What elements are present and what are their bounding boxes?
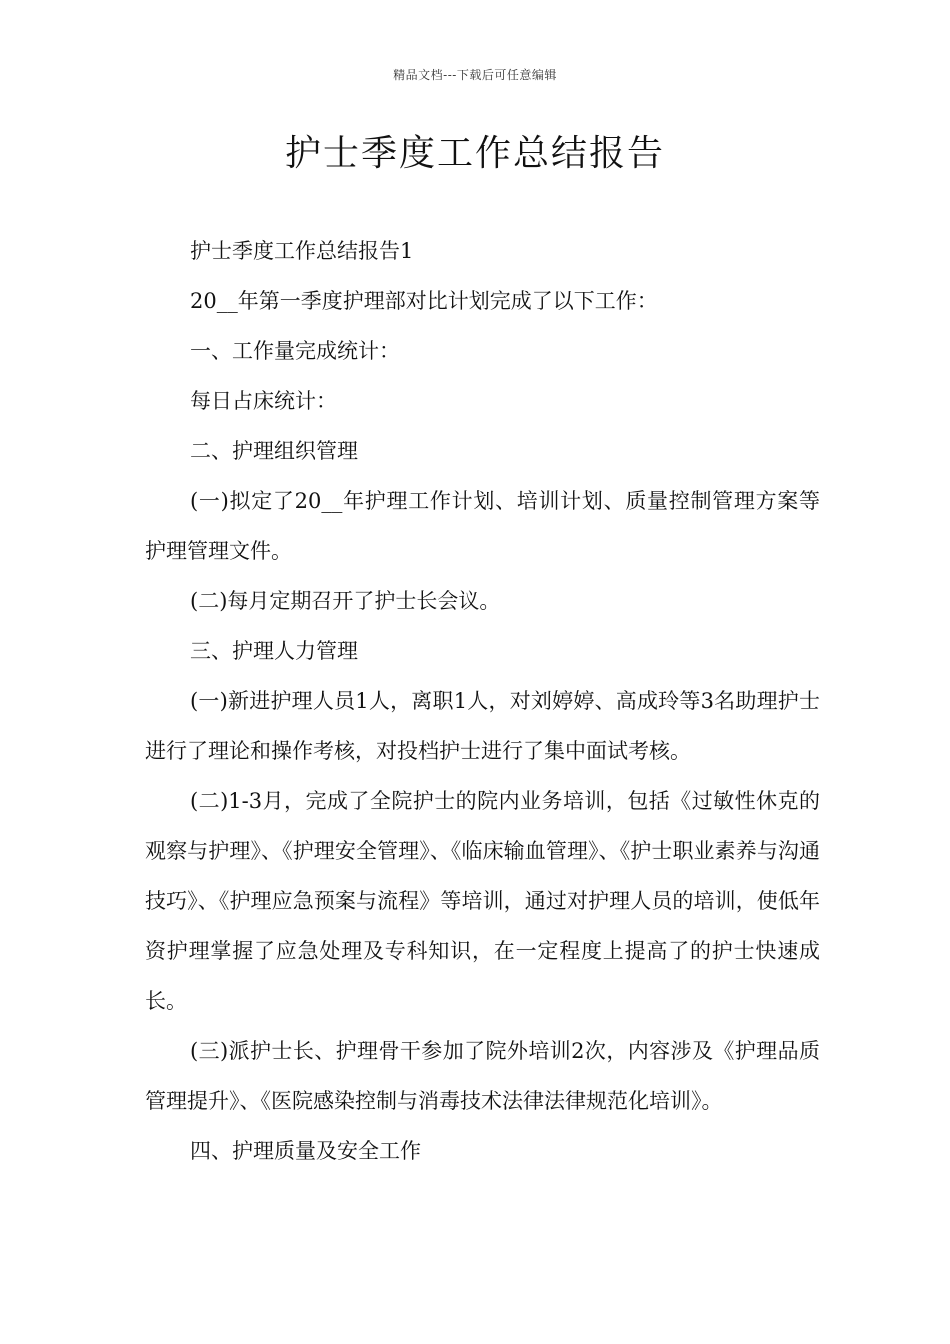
document-title: 护士季度工作总结报告 (284, 133, 665, 174)
paragraph-staffing-3: (三)派护士长、护理骨干参加了院外培训2次，内容涉及《护理品质管理提升》、《医院感染控制与消毒技术法律法律规范化培训》。 (145, 1039, 820, 1113)
paragraph-staffing-1: (一)新进护理人员1人，离职1人，对刘婷婷、高成玲等3名助理护士进行了理论和操作考核，对投档护士进行了集中面试考核。 (145, 689, 820, 763)
paragraph-intro: 20__年第一季度护理部对比计划完成了以下工作： (190, 289, 658, 313)
document-body (145, 226, 820, 1176)
paragraph-report-heading: 护士季度工作总结报告1 (190, 239, 414, 263)
paragraph-staffing-2: (二)1-3月，完成了全院护士的院内业务培训，包括《过敏性休克的观察与护理》、《护理安全管理》、《临床输血管理》、《护士职业素养与沟通技巧》、《护理应急预案与流程》等培训，通过对护理人员的培训，使低年资护理掌握了应急处理及专科知识，在一定程度上提高了的护士快速成长。 (145, 789, 820, 1013)
section-heading-organization: 二、护理组织管理 (190, 439, 358, 463)
page-header-note: 精品文档---下载后可任意编辑 (393, 68, 557, 82)
section-heading-workload: 一、工作量完成统计： (190, 339, 400, 363)
section-heading-quality-safety: 四、护理质量及安全工作 (190, 1139, 421, 1163)
paragraph-organization-1: (一)拟定了20__年护理工作计划、培训计划、质量控制管理方案等护理管理文件。 (145, 489, 820, 563)
paragraph-organization-2: (二)每月定期召开了护士长会议。 (190, 589, 501, 613)
section-heading-staffing: 三、护理人力管理 (190, 639, 358, 663)
paragraph-bed-stats: 每日占床统计： (190, 389, 337, 413)
